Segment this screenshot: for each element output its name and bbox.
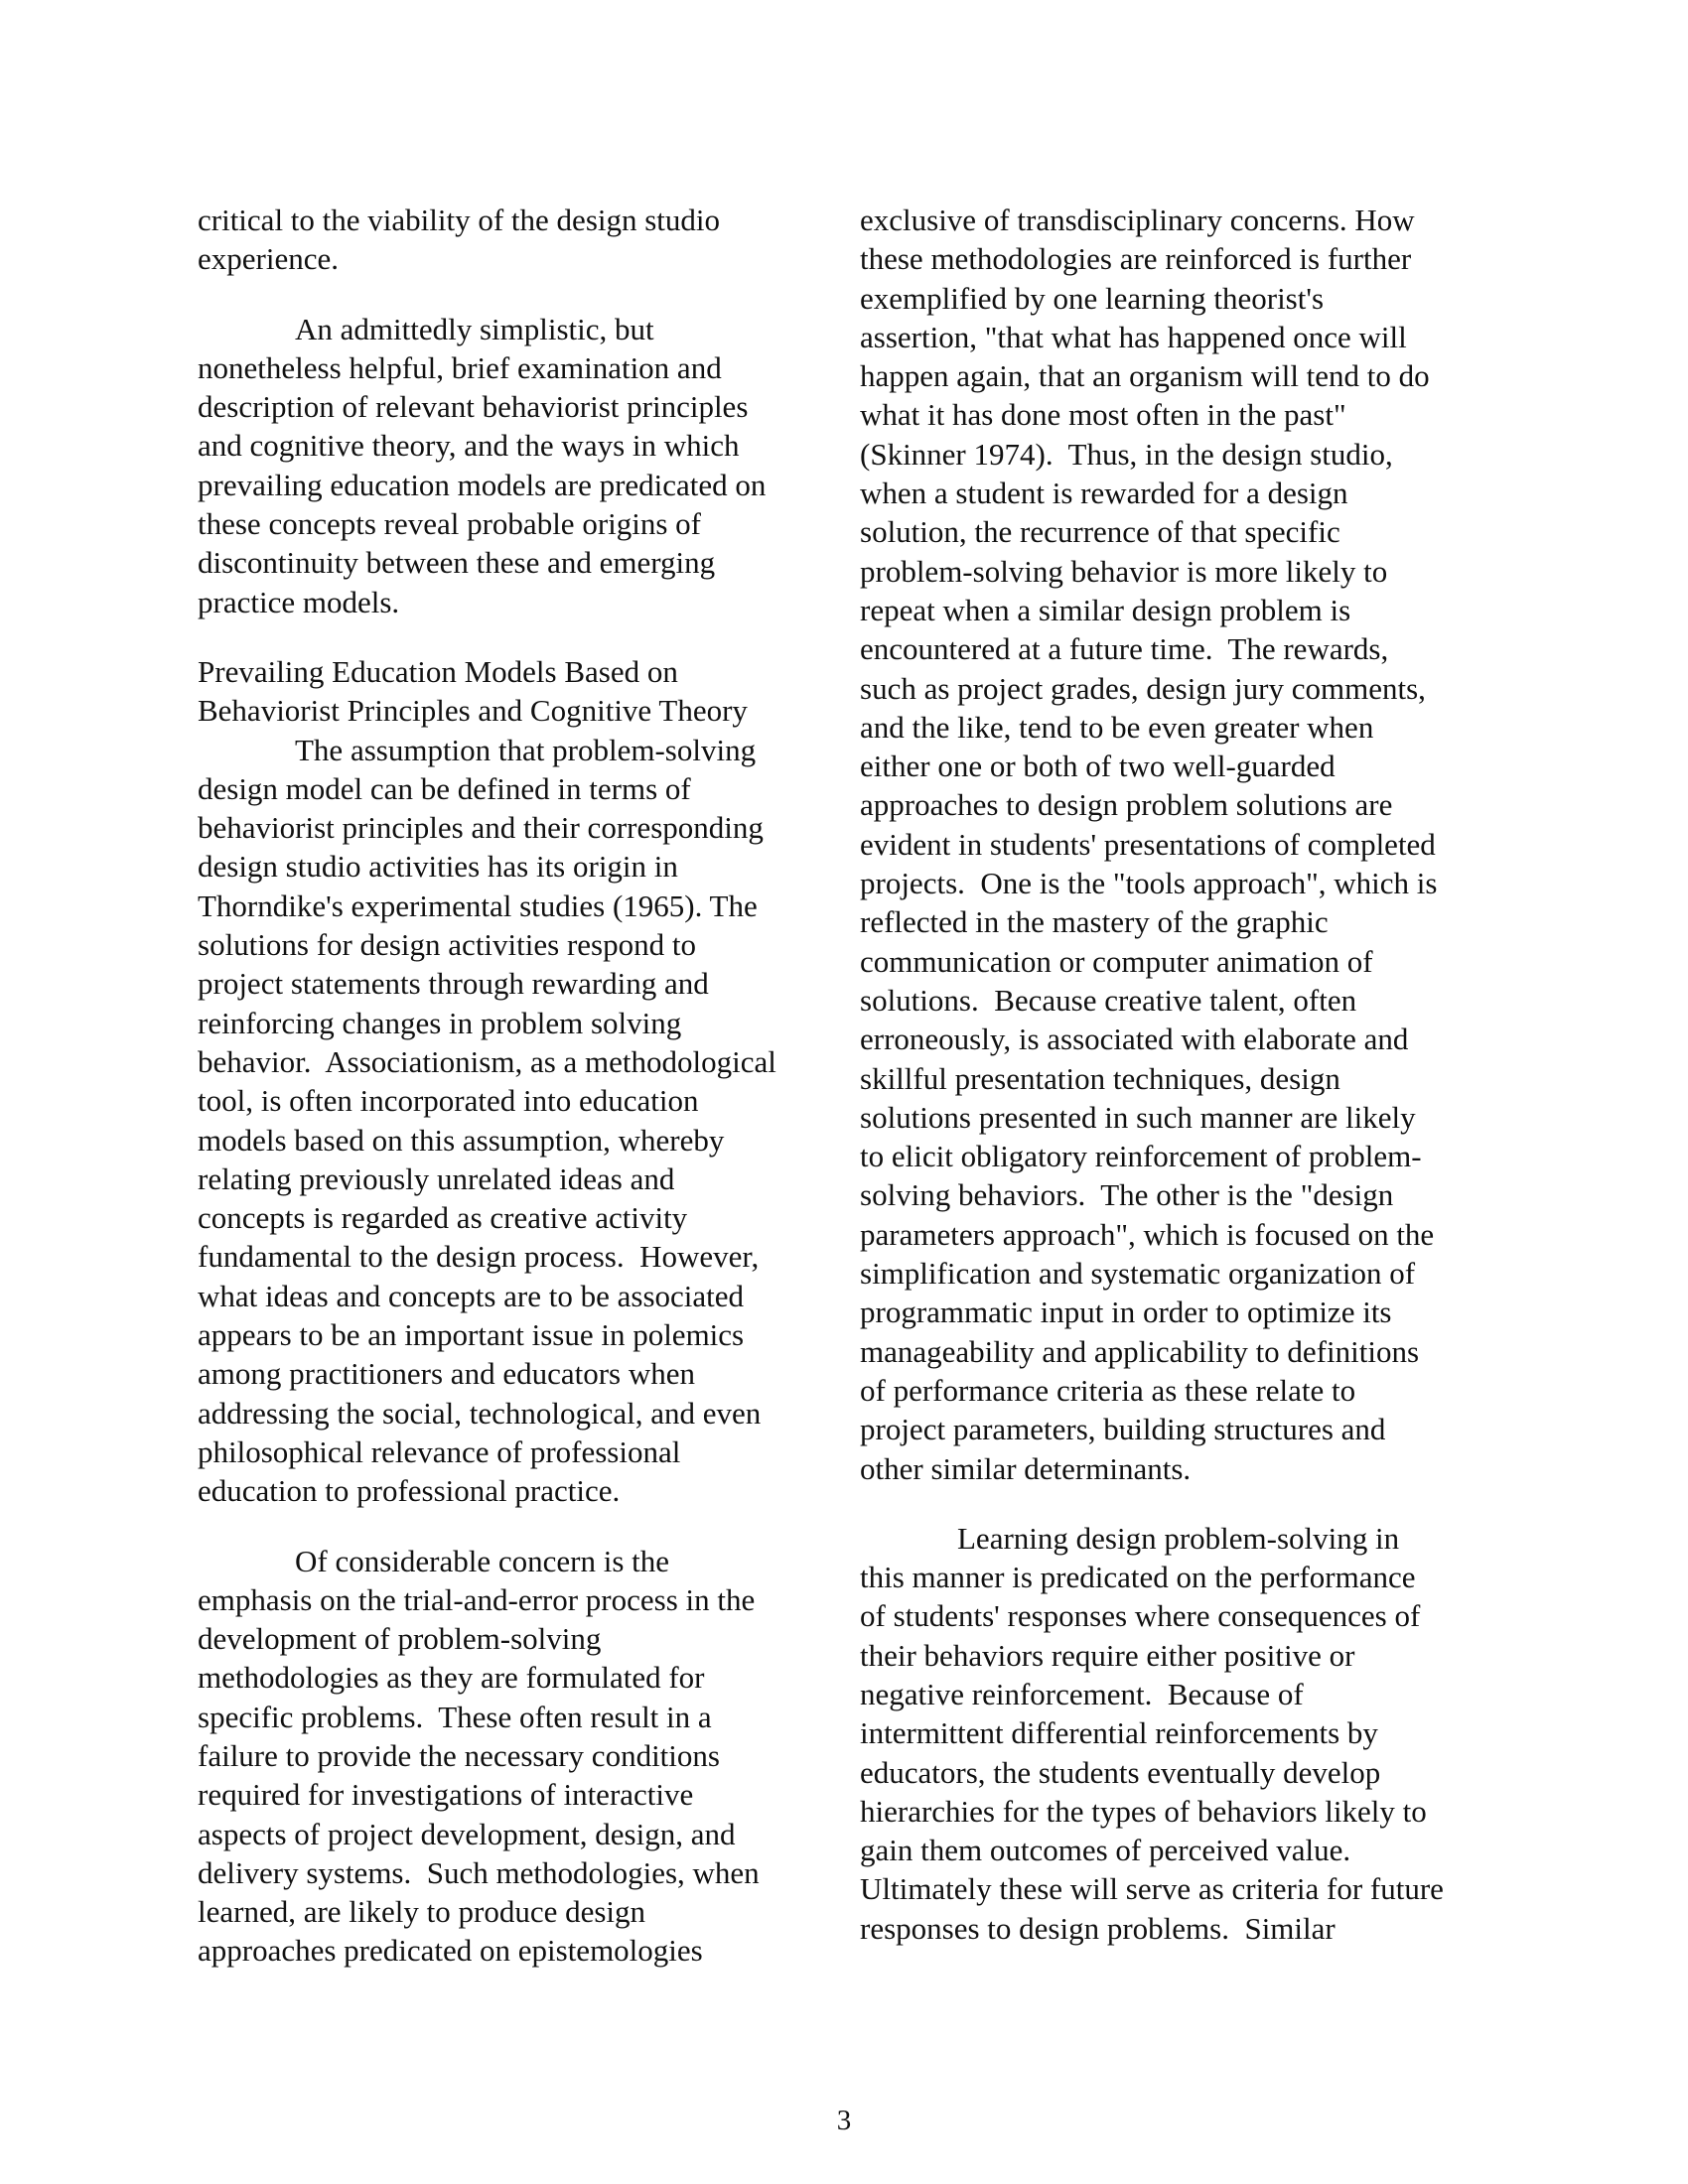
text-line: solving behaviors. The other is the "design [860, 1177, 1394, 1213]
text-line: and cognitive theory, and the ways in which [198, 428, 740, 464]
right-paragraph-1 [860, 201, 1495, 1488]
text-line: solutions for design activities respond to [198, 927, 696, 963]
text-line: what it has done most often in the past" [860, 397, 1346, 433]
text-line: reflected in the mastery of the graphic [860, 904, 1329, 940]
text-line: such as project grades, design jury comments, [860, 670, 1426, 706]
text-line: models based on this assumption, whereby [198, 1122, 725, 1158]
text-line: An admittedly simplistic, but [295, 311, 654, 346]
section-heading [198, 652, 833, 731]
text-line: assertion, "that what has happened once will [860, 319, 1407, 354]
text-line: their behaviors require either positive or [860, 1637, 1355, 1673]
text-line: required for investigations of interactive [198, 1777, 694, 1813]
text-line: of performance criteria as these relate to [860, 1372, 1356, 1408]
text-line: learned, are likely to produce design [198, 1894, 646, 1930]
text-line: what ideas and concepts are to be associated [198, 1278, 745, 1313]
text-line: negative reinforcement. Because of [860, 1676, 1304, 1711]
left-paragraph-4 [198, 1542, 833, 1971]
text-line: reinforcing changes in problem solving [198, 1005, 682, 1040]
text-line: repeat when a similar design problem is [860, 592, 1351, 627]
text-line: of students' responses where consequences of [860, 1598, 1421, 1634]
left-column [198, 201, 833, 2001]
text-line: behavior. Associationism, as a methodological [198, 1043, 776, 1079]
text-line: Learning design problem-solving in [957, 1520, 1400, 1556]
text-line: experience. [198, 241, 339, 277]
text-line: encountered at a future time. The rewards, [860, 631, 1389, 667]
right-column [860, 201, 1495, 1979]
text-line: approaches to design problem solutions are [860, 787, 1393, 823]
text-line: Of considerable concern is the [295, 1543, 670, 1578]
text-line: these concepts reveal probable origins of [198, 506, 702, 542]
text-line: communication or computer animation of [860, 943, 1373, 979]
text-line: Behaviorist Principles and Cognitive Theory [198, 693, 748, 729]
text-line: addressing the social, technological, and even [198, 1395, 762, 1431]
text-line: concepts is regarded as creative activity [198, 1200, 688, 1236]
text-line: prevailing education models are predicated on [198, 467, 767, 502]
right-paragraph-2 [860, 1519, 1495, 1948]
text-line: nonetheless helpful, brief examination and [198, 349, 722, 385]
text-line: other similar determinants. [860, 1450, 1192, 1486]
text-line: Ultimately these will serve as criteria for future [860, 1871, 1444, 1907]
text-line: parameters approach", which is focused on the [860, 1216, 1435, 1252]
text-line: description of relevant behaviorist principles [198, 389, 749, 425]
text-line: when a student is rewarded for a design [860, 476, 1348, 511]
left-paragraph-1 [198, 201, 833, 279]
text-line: this manner is predicated on the performance [860, 1560, 1416, 1595]
text-line: among practitioners and educators when [198, 1356, 695, 1392]
text-line: aspects of project development, design, and [198, 1816, 736, 1851]
text-line: design studio activities has its origin in [198, 849, 678, 885]
text-line: appears to be an important issue in polemics [198, 1317, 745, 1353]
text-line: specific problems. These often result in a [198, 1699, 712, 1734]
text-line: fundamental to the design process. However, [198, 1239, 760, 1275]
text-line: evident in students' presentations of completed [860, 826, 1436, 862]
text-line: Prevailing Education Models Based on [198, 653, 678, 689]
text-line: tool, is often incorporated into education [198, 1083, 699, 1119]
text-line: discontinuity between these and emerging [198, 545, 716, 581]
text-line: solutions presented in such manner are likely [860, 1099, 1416, 1135]
text-line: approaches predicated on epistemologies [198, 1933, 703, 1969]
text-line: solution, the recurrence of that specific [860, 514, 1340, 550]
text-line: exclusive of transdisciplinary concerns. How [860, 203, 1415, 237]
text-line: erroneously, is associated with elaborate and [860, 1022, 1409, 1057]
text-line: problem-solving behavior is more likely to [860, 553, 1388, 589]
text-line: behaviorist principles and their corresponding [198, 810, 764, 846]
text-line: simplification and systematic organization of [860, 1256, 1416, 1292]
text-line: relating previously unrelated ideas and [198, 1160, 675, 1196]
text-line: manageability and applicability to definitions [860, 1333, 1420, 1369]
text-line: skillful presentation techniques, design [860, 1060, 1340, 1096]
text-line: failure to provide the necessary conditions [198, 1737, 720, 1773]
text-line: these methodologies are reinforced is further [860, 241, 1412, 277]
text-line: project statements through rewarding and [198, 966, 709, 1002]
text-line: projects. One is the "tools approach", which is [860, 866, 1438, 901]
text-line: solutions. Because creative talent, often [860, 982, 1357, 1018]
page-number: 3 [836, 2105, 852, 2136]
text-line: gain them outcomes of perceived value. [860, 1833, 1351, 1868]
text-line: and the like, tend to be even greater when [860, 709, 1374, 745]
left-paragraph-3 [198, 731, 833, 1511]
text-line: programmatic input in order to optimize its [860, 1295, 1392, 1330]
text-line: critical to the viability of the design studio [198, 203, 721, 237]
text-line: hierarchies for the types of behaviors likely to [860, 1793, 1427, 1829]
text-line: practice models. [198, 584, 400, 619]
text-line: exemplified by one learning theorist's [860, 280, 1325, 316]
text-line: educators, the students eventually develop [860, 1754, 1381, 1790]
text-line: either one or both of two well-guarded [860, 749, 1336, 784]
text-line: responses to design problems. Similar [860, 1910, 1336, 1946]
text-line: methodologies as they are formulated for [198, 1660, 705, 1696]
text-line: to elicit obligatory reinforcement of problem- [860, 1139, 1422, 1174]
text-line: intermittent differential reinforcements by [860, 1715, 1378, 1751]
text-line: emphasis on the trial-and-error process in the [198, 1581, 756, 1617]
text-line: development of problem-solving [198, 1621, 602, 1657]
left-paragraph-2 [198, 310, 833, 621]
text-line: Thorndike's experimental studies (1965). The [198, 887, 758, 923]
text-line: design model can be defined in terms of [198, 770, 691, 806]
text-line: happen again, that an organism will tend to do [860, 358, 1430, 394]
text-line: philosophical relevance of professional [198, 1433, 681, 1469]
text-line: (Skinner 1974). Thus, in the design studio, [860, 436, 1393, 472]
text-line: The assumption that problem-solving [295, 732, 757, 767]
text-line: education to professional practice. [198, 1473, 621, 1509]
text-line: project parameters, building structures and [860, 1412, 1386, 1447]
text-line: delivery systems. Such methodologies, when [198, 1854, 760, 1890]
